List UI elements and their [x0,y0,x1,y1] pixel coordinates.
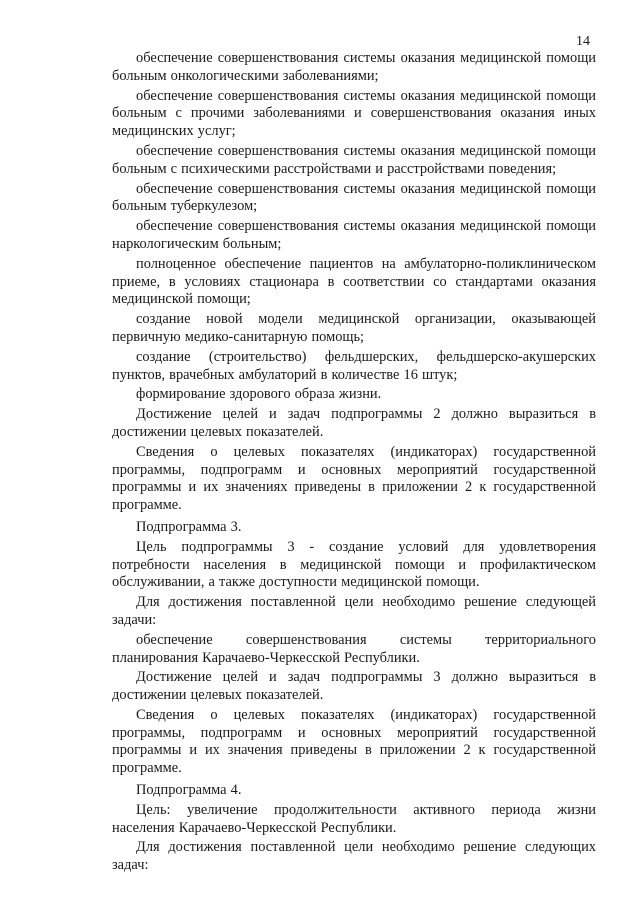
paragraph: формирование здорового образа жизни. [136,386,382,403]
page-number: 14 [576,34,590,49]
paragraph: обеспечение совершенствования системы оказания медицинской помощи больным с психическими расстройствами и расстройствами поведения; [112,142,596,177]
paragraph: Сведения о целевых показателях (индикаторах) государственной программы, подпрограмм и основных мероприятий государственной программы и их значениях приведены в приложении 2 к государственной программе. [112,443,596,514]
paragraph: Для достижения поставленной цели необходимо решение следующих задач: [112,839,596,874]
paragraph: обеспечение совершенствования системы территориального планирования Карачаево-Черкесской Республики. [112,631,596,666]
paragraph: Сведения о целевых показателях (индикаторах) государственной программы, подпрограмм и основных мероприятий государственной программы и их значения приведены в приложении 2 к государственной программе. [112,706,596,777]
document-body [112,50,596,877]
paragraph: Достижение целей и задач подпрограммы 3 должно выразиться в достижении целевых показателей. [112,669,596,704]
paragraph: Цель подпрограммы 3 - создание условий для удовлетворения потребности населения в медицинской помощи и профилактическом обслуживании, а также доступности медицинской помощи. [112,538,596,591]
paragraph: создание новой модели медицинской организации, оказывающей первичную медико-санитарную помощь; [112,311,596,345]
paragraph: создание (строительство) фельдшерских, фельдшерско-акушерских пунктов, врачебных амбулаторий в количестве 16 штук; [112,348,596,383]
paragraph: обеспечение совершенствования системы оказания медицинской помощи наркологическим больным; [112,218,596,252]
paragraph: Для достижения поставленной цели необходимо решение следующей задачи: [112,594,596,628]
paragraph: Достижение целей и задач подпрограммы 2 должно выразиться в достижении целевых показателей. [112,406,596,440]
section-heading: Подпрограмма 3. [136,518,242,535]
paragraph: обеспечение совершенствования системы оказания медицинской помощи больным онкологическими заболеваниями; [112,50,596,84]
paragraph: полноценное обеспечение пациентов на амбулаторно-поликлиническом приеме, в условиях стационара в соответствии со стандартами оказания медицинской помощи; [112,255,596,308]
paragraph: обеспечение совершенствования системы оказания медицинской помощи больным с прочими заболеваниями и совершенствования оказания иных медицинских услуг; [112,87,596,140]
paragraph: обеспечение совершенствования системы оказания медицинской помощи больным туберкулезом; [112,180,596,215]
section-heading: Подпрограмма 4. [136,782,242,799]
paragraph: Цель: увеличение продолжительности активного периода жизни населения Карачаево-Черкесской Республики. [112,801,596,836]
